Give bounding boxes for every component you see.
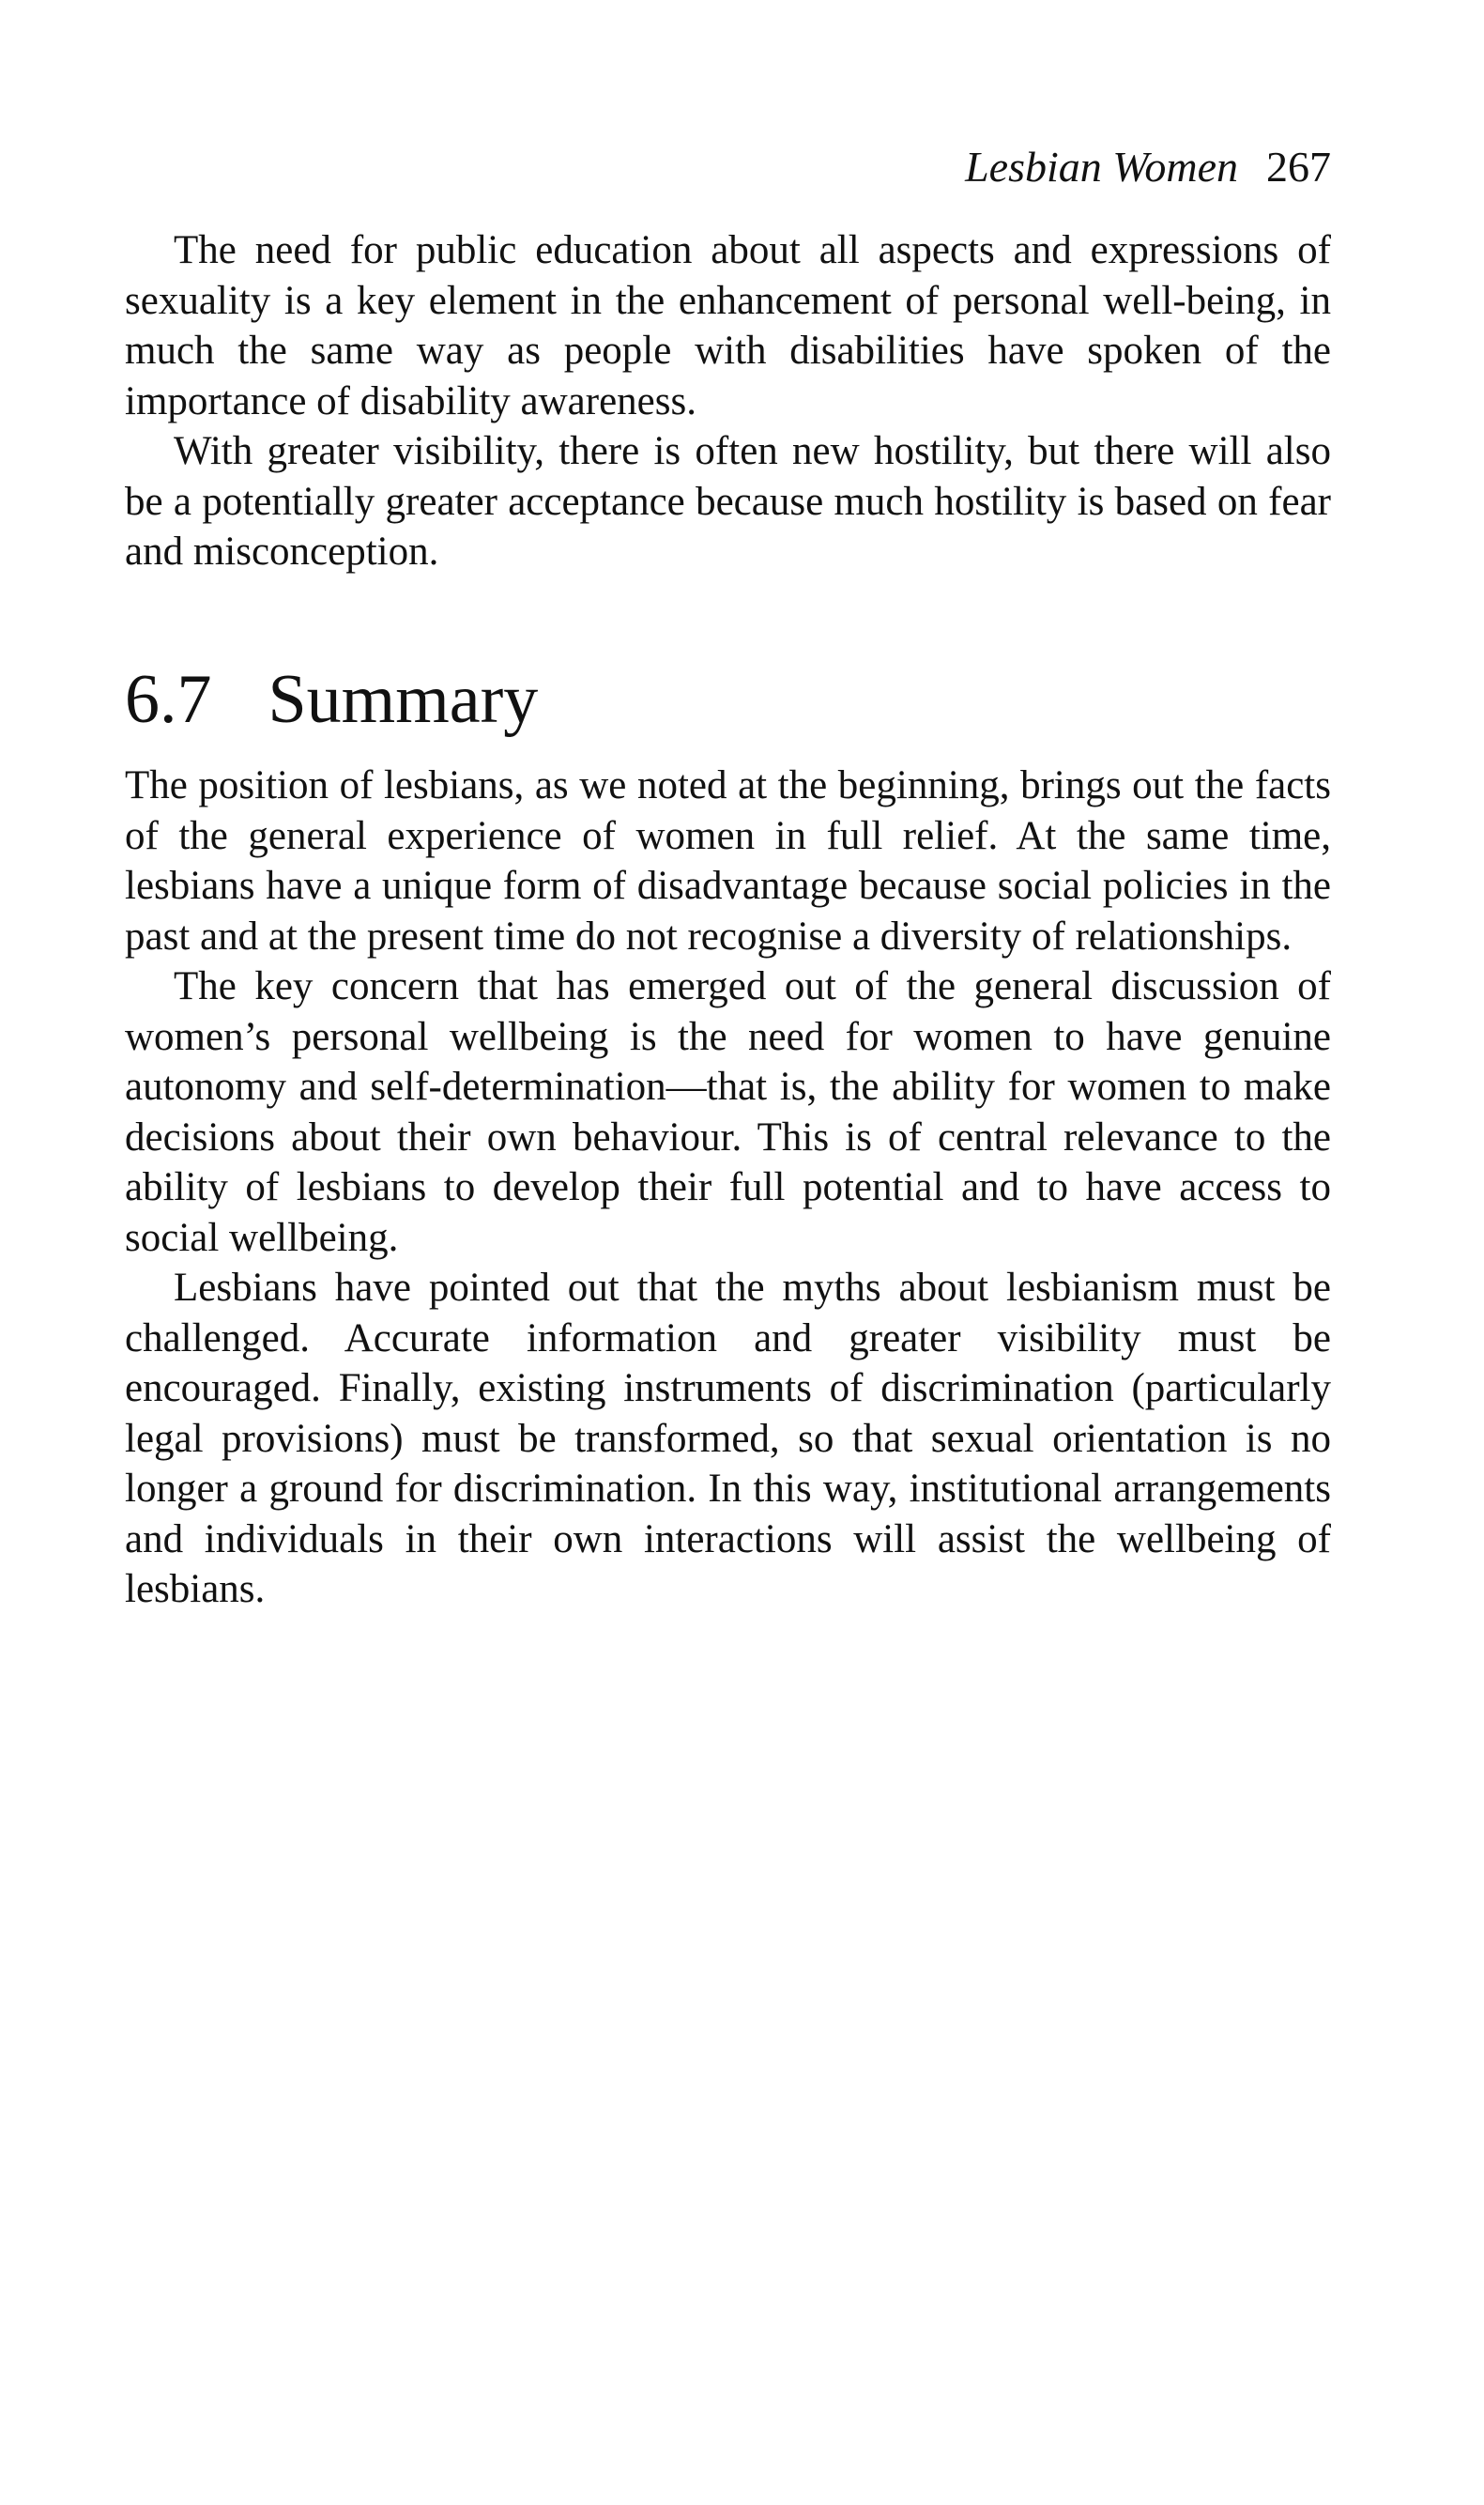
page-number: 267 — [1266, 143, 1331, 191]
running-head — [125, 141, 1331, 193]
summary-text — [125, 761, 1331, 1615]
section-number: 6.7 — [125, 661, 212, 738]
paragraph: The key concern that has emerged out of the general discussion of women’s personal wellbeing is the need for women to have genuine autonomy and self-determination—that is, the ability for women to make decisions about their own behaviour. This is of central relevance to the ability of lesbians to develop their full potential and to have access to social wellbeing. — [125, 964, 1331, 1260]
paragraph: Lesbians have pointed out that the myths about lesbianism must be challenged. Accurate information and greater visibility must be encouraged. Finally, existing instruments of discrimination (particularly legal provisions) must be transformed, so that sexual orientation is no longer a ground for discrimination. In this way, institutional arrangements and individuals in their own interactions will assist the wellbeing of lesbians. — [125, 1266, 1331, 1611]
paragraph: The need for public education about all aspects and expressions of sexuality is a key element in the enhancement of personal well-being, in much the same way as people with disabilities have spoken of the importance of disability awareness. — [125, 228, 1331, 423]
section-title: Summary — [268, 661, 539, 738]
running-head-title: Lesbian Women — [965, 143, 1238, 191]
paragraph: The position of lesbians, as we noted at the beginning, brings out the facts of the general experience of women in full relief. At the same time, lesbians have a unique form of disadvantage because social policies in the past and at the present time do not recognise a diversity of relationships. — [125, 763, 1331, 959]
intro-text — [125, 225, 1331, 577]
section-heading — [125, 657, 1331, 742]
paragraph: With greater visibility, there is often new hostility, but there will also be a potentially greater acceptance because much hostility is based on fear and misconception. — [125, 429, 1331, 574]
